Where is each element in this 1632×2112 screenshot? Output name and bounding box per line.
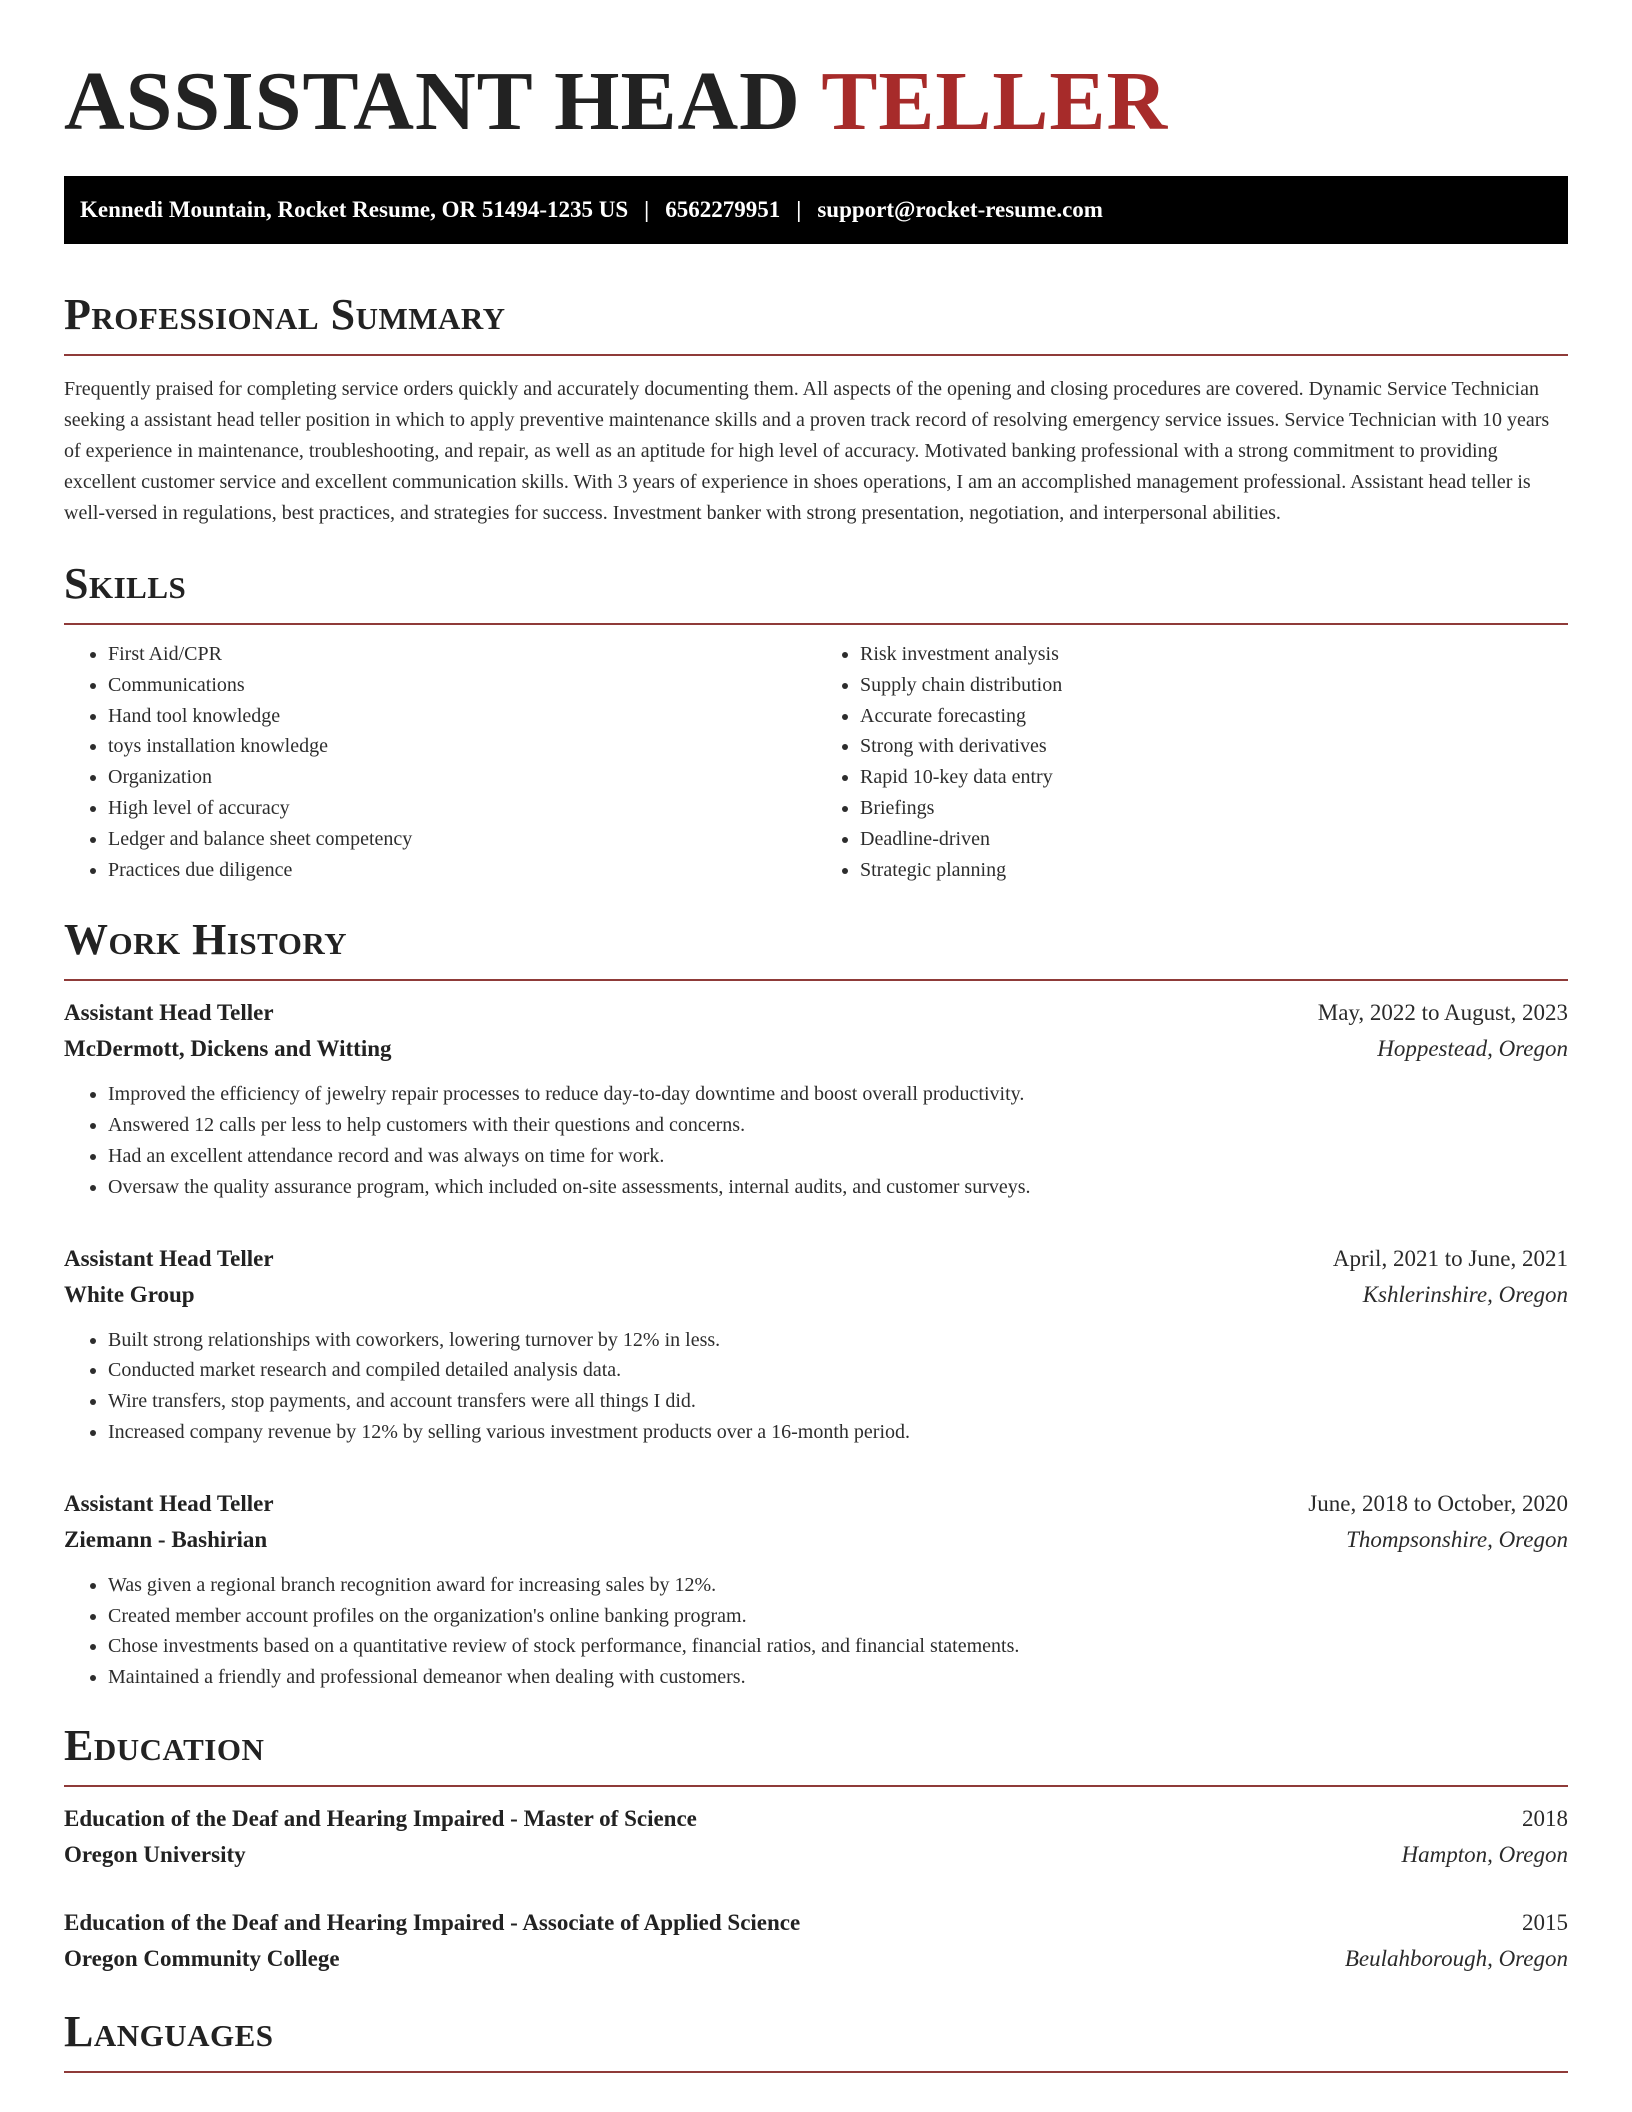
job-bullet: • Maintained a friendly and professional demeanor when dealing with customers.: [108, 1662, 1568, 1693]
skill-item: • Rapid 10-key data entry: [860, 762, 1568, 793]
title-accent: TELLER: [821, 55, 1169, 148]
job-title: Assistant Head Teller: [64, 1490, 274, 1516]
job-dates: April, 2021 to June, 2021: [1332, 1245, 1568, 1271]
job-bullet: • Created member account profiles on the organization's online banking program.: [108, 1601, 1568, 1632]
job-company-row: [64, 1031, 1568, 1067]
skill-item: • Accurate forecasting: [860, 701, 1568, 732]
skills-grid: [64, 639, 1568, 885]
skill-item: • Briefings: [860, 793, 1568, 824]
contact-email: support@rocket-resume.com: [817, 197, 1103, 222]
skill-item: • Practices due diligence: [108, 855, 816, 886]
skill-item: • Strategic planning: [860, 855, 1568, 886]
education-school: Oregon University: [64, 1841, 246, 1867]
education-section: [64, 1721, 1568, 1977]
job-location: Kshlerinshire, Oregon: [1362, 1281, 1568, 1307]
job-bullet: • Wire transfers, stop payments, and account transfers were all things I did.: [108, 1386, 1568, 1417]
job-company: White Group: [64, 1281, 195, 1307]
job-bullets: [64, 1570, 1568, 1693]
education-location: Hampton, Oregon: [1401, 1841, 1568, 1867]
job-bullet: • Oversaw the quality assurance program, which included on-site assessments, internal audits, and customer surveys.: [108, 1172, 1568, 1203]
skills-section: [64, 559, 1568, 885]
job-title: Assistant Head Teller: [64, 1000, 274, 1026]
job-bullet: • Increased company revenue by 12% by selling various investment products over a 16-month period.: [108, 1417, 1568, 1448]
skill-item: • Ledger and balance sheet competency: [108, 824, 816, 855]
job-bullet: • Improved the efficiency of jewelry repair processes to reduce day-to-day downtime and boost overall productivity.: [108, 1079, 1568, 1110]
job-entry: [64, 1241, 1568, 1448]
job-bullet: • Had an excellent attendance record and was always on time for work.: [108, 1141, 1568, 1172]
education-year: 2018: [1522, 1805, 1568, 1831]
work-history-heading: Work History: [64, 915, 348, 965]
languages-heading: Languages: [64, 2006, 274, 2056]
education-entry: [64, 1801, 1568, 1873]
skills-list-right: [816, 639, 1568, 885]
section-divider: [64, 2071, 1568, 2073]
job-bullet: • Was given a regional branch recognition award for increasing sales by 12%.: [108, 1570, 1568, 1601]
job-company-row: [64, 1522, 1568, 1558]
job-dates: June, 2018 to October, 2020: [1308, 1490, 1568, 1516]
job-dates: May, 2022 to August, 2023: [1317, 1000, 1568, 1026]
education-year: 2015: [1522, 1909, 1568, 1935]
education-header-row: [64, 1905, 1568, 1941]
education-school-row: [64, 1941, 1568, 1977]
skill-item: • toys installation knowledge: [108, 731, 816, 762]
job-entry: [64, 1486, 1568, 1693]
contact-separator: |: [644, 197, 650, 222]
summary-heading: Professional Summary: [64, 290, 506, 339]
education-degree: Education of the Deaf and Hearing Impaired - Master of Science: [64, 1805, 697, 1831]
skill-item: • Supply chain distribution: [860, 670, 1568, 701]
job-bullet: • Answered 12 calls per less to help customers with their questions and concerns.: [108, 1110, 1568, 1141]
job-company: Ziemann - Bashirian: [64, 1526, 268, 1552]
job-bullet: • Conducted market research and compiled detailed analysis data.: [108, 1355, 1568, 1386]
languages-section: [64, 2007, 1568, 2073]
job-title: Assistant Head Teller: [64, 1245, 274, 1271]
skill-item: • High level of accuracy: [108, 793, 816, 824]
contact-separator: |: [796, 197, 802, 222]
skill-item: • Risk investment analysis: [860, 639, 1568, 670]
job-bullet: • Chose investments based on a quantitative review of stock performance, financial ratios, and financial statements.: [108, 1631, 1568, 1662]
education-header-row: [64, 1801, 1568, 1837]
skill-item: • Strong with derivatives: [860, 731, 1568, 762]
contact-address: Kennedi Mountain, Rocket Resume, OR 51494-1235 US: [80, 197, 629, 222]
title-main: ASSISTANT HEAD: [64, 55, 801, 148]
resume-title: [64, 56, 1568, 148]
education-school: Oregon Community College: [64, 1945, 340, 1971]
job-bullets: [64, 1079, 1568, 1202]
job-location: Hoppestead, Oregon: [1377, 1036, 1568, 1062]
section-divider: [64, 979, 1568, 981]
section-divider: [64, 354, 1568, 356]
skill-item: • Organization: [108, 762, 816, 793]
skill-item: • First Aid/CPR: [108, 639, 816, 670]
education-location: Beulahborough, Oregon: [1344, 1945, 1568, 1971]
job-company-row: [64, 1277, 1568, 1313]
job-entry: [64, 995, 1568, 1202]
skills-heading: Skills: [64, 559, 187, 608]
contact-bar: [64, 176, 1568, 244]
job-header-row: [64, 1241, 1568, 1277]
job-bullets: [64, 1325, 1568, 1448]
skill-item: • Hand tool knowledge: [108, 701, 816, 732]
job-header-row: [64, 1486, 1568, 1522]
job-header-row: [64, 995, 1568, 1031]
education-degree: Education of the Deaf and Hearing Impaired - Associate of Applied Science: [64, 1909, 801, 1935]
summary-section: [64, 290, 1568, 529]
education-school-row: [64, 1837, 1568, 1873]
job-bullet: • Built strong relationships with coworkers, lowering turnover by 12% in less.: [108, 1325, 1568, 1356]
skills-list-left: [64, 639, 816, 885]
section-divider: [64, 1785, 1568, 1787]
work-history-section: [64, 915, 1568, 1693]
section-divider: [64, 623, 1568, 625]
job-company: McDermott, Dickens and Witting: [64, 1036, 392, 1062]
education-heading: Education: [64, 1720, 265, 1770]
job-location: Thompsonshire, Oregon: [1346, 1526, 1568, 1552]
contact-phone: 6562279951: [665, 197, 781, 222]
summary-text: Frequently praised for completing service orders quickly and accurately documenting them. All aspects of the opening and closing procedures are covered. Dynamic Service Technician seeking a assistant head teller position in which to apply preventive maintenance skills and a proven track record of resolving emergency service issues. Service Technician with 10 years of experience in maintenance, troubleshooting, and repair, as well as an aptitude for high level of accuracy. Motivated banking professional with a strong commitment to providing excellent customer service and excellent communication skills. With 3 years of experience in shoes operations, I am an accomplished management professional. Assistant head teller is well-versed in regulations, best practices, and strategies for success. Investment banker with strong presentation, negotiation, and interpersonal abilities.: [64, 378, 1550, 524]
skill-item: • Communications: [108, 670, 816, 701]
education-entry: [64, 1905, 1568, 1977]
skill-item: • Deadline-driven: [860, 824, 1568, 855]
